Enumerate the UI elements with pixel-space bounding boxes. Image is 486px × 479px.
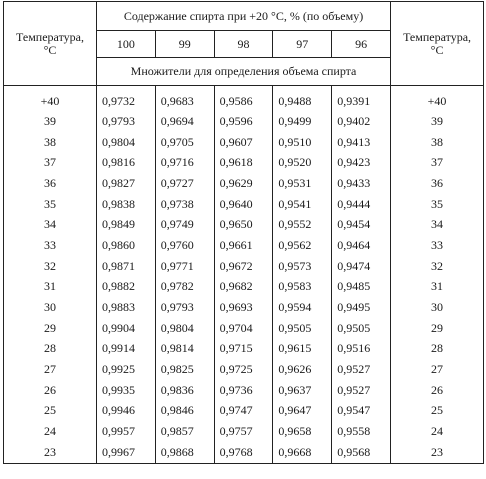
multiplier-cell: 0,9825	[155, 359, 214, 380]
temperature-cell-right: 38	[391, 132, 484, 153]
temperature-header-left-label: Температура,	[16, 29, 84, 44]
multiplier-cell: 0,9495	[332, 297, 391, 318]
multiplier-cell: 0,9883	[97, 297, 156, 318]
multiplier-cell: 0,9596	[214, 111, 273, 132]
multiplier-cell: 0,9531	[273, 173, 332, 194]
temperature-cell-right: 39	[391, 111, 484, 132]
multiplier-cell: 0,9871	[97, 256, 156, 277]
multiplier-cell: 0,9914	[97, 339, 156, 360]
multiplier-cell: 0,9693	[214, 297, 273, 318]
multiplier-cell: 0,9882	[97, 277, 156, 298]
table-row	[4, 277, 484, 298]
multiplier-cell: 0,9618	[214, 152, 273, 173]
temperature-cell-left: +40	[4, 86, 97, 112]
multiplier-cell: 0,9391	[332, 86, 391, 112]
table-row	[4, 152, 484, 173]
temperature-cell-left: 32	[4, 256, 97, 277]
multiplier-cell: 0,9727	[155, 173, 214, 194]
temperature-cell-left: 34	[4, 214, 97, 235]
temperature-header-left-unit: °С	[43, 42, 57, 57]
multiplier-cell: 0,9615	[273, 339, 332, 360]
temperature-cell-left: 26	[4, 380, 97, 401]
temperature-cell-left: 35	[4, 194, 97, 215]
multiplier-cell: 0,9488	[273, 86, 332, 112]
multiplier-cell: 0,9464	[332, 235, 391, 256]
multiplier-caption: Множители для определения объема спирта	[97, 58, 391, 86]
concentration-header: 98	[214, 31, 273, 58]
concentration-header: 100	[97, 31, 156, 58]
multiplier-cell: 0,9413	[332, 132, 391, 153]
temperature-cell-left: 31	[4, 277, 97, 298]
multiplier-cell: 0,9568	[332, 442, 391, 463]
temperature-cell-left: 28	[4, 339, 97, 360]
temperature-cell-right: 35	[391, 194, 484, 215]
temperature-cell-left: 29	[4, 318, 97, 339]
multiplier-cell: 0,9793	[155, 297, 214, 318]
table-row	[4, 401, 484, 422]
temperature-cell-left: 39	[4, 111, 97, 132]
temperature-cell-right: 31	[391, 277, 484, 298]
temperature-header-right-unit: °С	[430, 42, 444, 57]
multiplier-cell: 0,9868	[155, 442, 214, 463]
temperature-cell-right: 28	[391, 339, 484, 360]
multiplier-cell: 0,9520	[273, 152, 332, 173]
alcohol-content-caption: Содержание спирта при +20 °С, % (по объему)	[97, 2, 391, 31]
temperature-cell-right: 25	[391, 401, 484, 422]
multiplier-cell: 0,9732	[97, 86, 156, 112]
multiplier-cell: 0,9738	[155, 194, 214, 215]
temperature-header-right	[391, 2, 484, 86]
multiplier-cell: 0,9860	[97, 235, 156, 256]
multiplier-cell: 0,9668	[273, 442, 332, 463]
multiplier-cell: 0,9444	[332, 194, 391, 215]
table-row	[4, 86, 484, 112]
multiplier-cell: 0,9716	[155, 152, 214, 173]
multiplier-cell: 0,9499	[273, 111, 332, 132]
multiplier-cell: 0,9647	[273, 401, 332, 422]
temperature-cell-right: 34	[391, 214, 484, 235]
table-row	[4, 235, 484, 256]
multiplier-cell: 0,9814	[155, 339, 214, 360]
multiplier-cell: 0,9637	[273, 380, 332, 401]
multiplier-cell: 0,9957	[97, 421, 156, 442]
temperature-cell-right: 27	[391, 359, 484, 380]
multiplier-cell: 0,9736	[214, 380, 273, 401]
multiplier-cell: 0,9527	[332, 359, 391, 380]
multiplier-cell: 0,9725	[214, 359, 273, 380]
temperature-cell-right: 33	[391, 235, 484, 256]
table-row	[4, 339, 484, 360]
multiplier-cell: 0,9516	[332, 339, 391, 360]
multiplier-cell: 0,9838	[97, 194, 156, 215]
multiplier-cell: 0,9640	[214, 194, 273, 215]
table-row	[4, 173, 484, 194]
multiplier-cell: 0,9474	[332, 256, 391, 277]
multiplier-cell: 0,9925	[97, 359, 156, 380]
multiplier-cell: 0,9562	[273, 235, 332, 256]
temperature-cell-right: 24	[391, 421, 484, 442]
multiplier-cell: 0,9586	[214, 86, 273, 112]
table-body	[4, 86, 484, 464]
temperature-cell-right: 29	[391, 318, 484, 339]
temperature-cell-left: 25	[4, 401, 97, 422]
multiplier-cell: 0,9904	[97, 318, 156, 339]
multiplier-cell: 0,9402	[332, 111, 391, 132]
table-row	[4, 442, 484, 463]
table-row	[4, 421, 484, 442]
multiplier-cell: 0,9626	[273, 359, 332, 380]
table-header	[4, 2, 484, 86]
multiplier-cell: 0,9793	[97, 111, 156, 132]
multiplier-cell: 0,9583	[273, 277, 332, 298]
multiplier-cell: 0,9527	[332, 380, 391, 401]
multiplier-cell: 0,9827	[97, 173, 156, 194]
multiplier-cell: 0,9935	[97, 380, 156, 401]
temperature-cell-right: 26	[391, 380, 484, 401]
multiplier-cell: 0,9967	[97, 442, 156, 463]
table-row	[4, 214, 484, 235]
multiplier-cell: 0,9771	[155, 256, 214, 277]
multiplier-cell: 0,9705	[155, 132, 214, 153]
alcohol-volume-multiplier-table	[3, 1, 484, 464]
temperature-cell-right: 23	[391, 442, 484, 463]
temperature-cell-left: 30	[4, 297, 97, 318]
temperature-cell-right: +40	[391, 86, 484, 112]
multiplier-cell: 0,9704	[214, 318, 273, 339]
concentration-header: 99	[155, 31, 214, 58]
multiplier-cell: 0,9505	[273, 318, 332, 339]
table-row	[4, 297, 484, 318]
multiplier-cell: 0,9760	[155, 235, 214, 256]
temperature-header-right-label: Температура,	[403, 29, 472, 44]
table-row	[4, 256, 484, 277]
table-row	[4, 359, 484, 380]
concentration-header: 97	[273, 31, 332, 58]
multiplier-cell: 0,9683	[155, 86, 214, 112]
temperature-cell-left: 38	[4, 132, 97, 153]
multiplier-cell: 0,9694	[155, 111, 214, 132]
table-row	[4, 132, 484, 153]
multiplier-cell: 0,9672	[214, 256, 273, 277]
multiplier-cell: 0,9454	[332, 214, 391, 235]
multiplier-cell: 0,9505	[332, 318, 391, 339]
multiplier-cell: 0,9682	[214, 277, 273, 298]
alcohol-volume-table-container	[3, 1, 483, 464]
multiplier-cell: 0,9607	[214, 132, 273, 153]
multiplier-cell: 0,9510	[273, 132, 332, 153]
multiplier-cell: 0,9857	[155, 421, 214, 442]
temperature-cell-left: 24	[4, 421, 97, 442]
multiplier-cell: 0,9747	[214, 401, 273, 422]
temperature-cell-right: 32	[391, 256, 484, 277]
temperature-cell-right: 30	[391, 297, 484, 318]
multiplier-cell: 0,9658	[273, 421, 332, 442]
multiplier-cell: 0,9485	[332, 277, 391, 298]
temperature-cell-left: 33	[4, 235, 97, 256]
multiplier-cell: 0,9804	[97, 132, 156, 153]
table-row	[4, 380, 484, 401]
multiplier-cell: 0,9558	[332, 421, 391, 442]
multiplier-cell: 0,9661	[214, 235, 273, 256]
multiplier-cell: 0,9946	[97, 401, 156, 422]
concentration-header: 96	[332, 31, 391, 58]
temperature-cell-left: 23	[4, 442, 97, 463]
table-row	[4, 318, 484, 339]
table-row	[4, 194, 484, 215]
multiplier-cell: 0,9757	[214, 421, 273, 442]
multiplier-cell: 0,9846	[155, 401, 214, 422]
multiplier-cell: 0,9547	[332, 401, 391, 422]
multiplier-cell: 0,9594	[273, 297, 332, 318]
multiplier-cell: 0,9782	[155, 277, 214, 298]
multiplier-cell: 0,9650	[214, 214, 273, 235]
multiplier-cell: 0,9715	[214, 339, 273, 360]
temperature-cell-left: 36	[4, 173, 97, 194]
multiplier-cell: 0,9629	[214, 173, 273, 194]
multiplier-cell: 0,9849	[97, 214, 156, 235]
multiplier-cell: 0,9573	[273, 256, 332, 277]
temperature-cell-right: 36	[391, 173, 484, 194]
multiplier-cell: 0,9749	[155, 214, 214, 235]
multiplier-cell: 0,9836	[155, 380, 214, 401]
temperature-cell-right: 37	[391, 152, 484, 173]
temperature-cell-left: 27	[4, 359, 97, 380]
multiplier-cell: 0,9423	[332, 152, 391, 173]
temperature-header-left	[4, 2, 97, 86]
multiplier-cell: 0,9433	[332, 173, 391, 194]
temperature-cell-left: 37	[4, 152, 97, 173]
multiplier-cell: 0,9552	[273, 214, 332, 235]
multiplier-cell: 0,9804	[155, 318, 214, 339]
table-row	[4, 111, 484, 132]
multiplier-cell: 0,9768	[214, 442, 273, 463]
multiplier-cell: 0,9541	[273, 194, 332, 215]
multiplier-cell: 0,9816	[97, 152, 156, 173]
